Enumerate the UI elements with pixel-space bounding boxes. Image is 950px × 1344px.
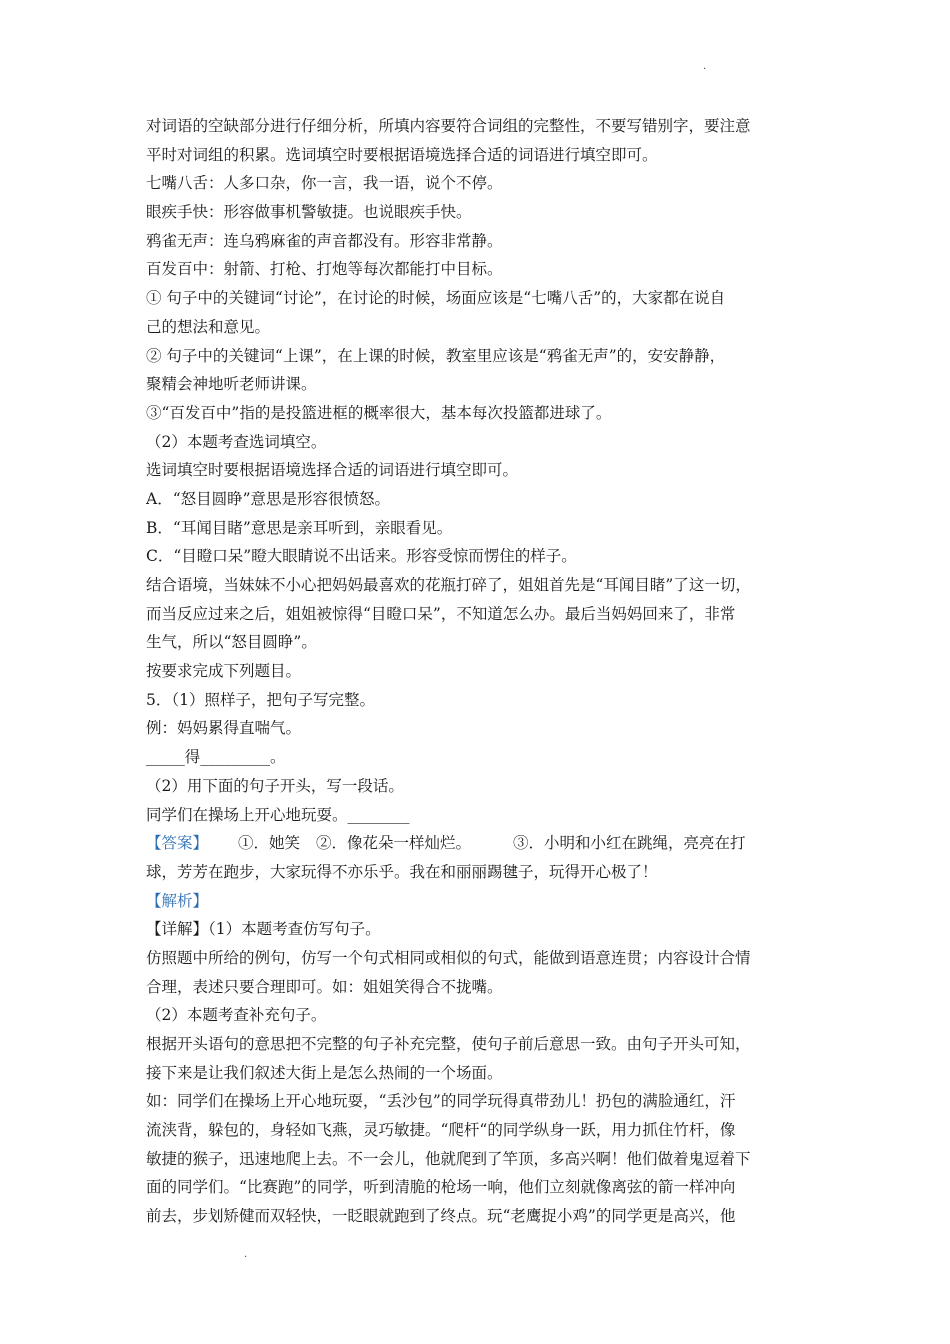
sub-question-2: （2）用下面的句子开头，写一段话。 xyxy=(146,776,404,795)
question-5: 5．（1）照样子，把句子写完整。 xyxy=(146,690,375,709)
text-line: 而当反应过来之后，姐姐被惊得“目瞪口呆”，不知道怎么办。最后当妈妈回来了，非常 xyxy=(146,604,736,623)
analysis-tag: 【解析】 xyxy=(146,891,209,910)
text-line: 己的想法和意见。 xyxy=(146,317,271,336)
option-c: C．“目瞪口呆”瞪大眼睛说不出话来。形容受惊而愣住的样子。 xyxy=(146,547,577,566)
detail-line xyxy=(146,915,810,944)
text-line: ② 句子中的关键词“上课”，在上课的时候，教室里应该是“鸦雀无声”的，安安静静， xyxy=(146,346,726,365)
answer-item-3: ③．小明和小红在跳绳，亮亮在打 xyxy=(513,834,746,853)
analysis-line: 合理，表述只要合理即可。如：姐姐笑得合不拢嘴。 xyxy=(146,977,503,996)
analysis-line: （2）本题考查补充句子。 xyxy=(146,1006,327,1025)
top-page-mark: . xyxy=(703,61,707,72)
section-heading: （2）本题考查选词填空。 xyxy=(146,432,327,451)
answer-line xyxy=(146,829,810,858)
answer-continuation: 球，芳芳在跑步，大家玩得不亦乐乎。我在和丽丽踢毽子，玩得开心极了！ xyxy=(146,862,658,881)
idiom-definition: 百发百中：射箭、打枪、打炮等每次都能打中目标。 xyxy=(146,260,503,279)
analysis-line: 如：同学们在操场上开心地玩耍，“丢沙包”的同学玩得真带劲儿！扔包的满脸通红，汗 xyxy=(146,1092,736,1111)
idiom-definition: 眼疾手快：形容做事机警敏捷。也说眼疾手快。 xyxy=(146,203,472,222)
analysis-line: 根据开头语句的意思把不完整的句子补充完整，使句子前后意思一致。由句子开头可知， xyxy=(146,1035,751,1053)
text-line: 结合语境，当妹妹不小心把妈妈最喜欢的花瓶打碎了，姐姐首先是“耳闻目睹”了这一切， xyxy=(146,576,751,594)
bottom-page-mark: . xyxy=(244,1249,248,1260)
analysis-line: 仿照题中所给的例句，仿写一个句式相同或相似的句式，能做到语意连贯；内容设计合情 xyxy=(146,948,751,967)
text-line: 平时对词组的积累。选词填空时要根据语境选择合适的词语进行填空即可。 xyxy=(146,145,658,164)
analysis-line: 流浃背，躲包的，身轻如飞燕，灵巧敏捷。“爬杆“的同学纵身一跃，用力抓住竹杆，像 xyxy=(146,1121,736,1140)
analysis-line: 前去，步划矫健而双轻快，一眨眼就跑到了终点。玩“老鹰捉小鸡”的同学更是高兴，他 xyxy=(146,1207,736,1226)
analysis-heading xyxy=(146,887,810,916)
text-line: ③“百发百中”指的是投篮进框的概率很大，基本每次投篮都进球了。 xyxy=(146,403,612,422)
document-body xyxy=(146,112,810,1231)
instruction: 按要求完成下列题目。 xyxy=(146,662,302,681)
example-sentence: 例：妈妈累得直喘气。 xyxy=(146,719,302,738)
idiom-definition: 鸦雀无声：连乌鸦麻雀的声音都没有。形容非常静。 xyxy=(146,231,503,250)
detail-text: （1）本题考查仿写句子。 xyxy=(208,920,381,939)
option-b: B．“耳闻目睹”意思是亲耳听到，亲眼看见。 xyxy=(146,518,453,537)
analysis-line: 接下来是让我们叙述大街上是怎么热闹的一个场面。 xyxy=(146,1063,503,1082)
text-line: ① 句子中的关键词“讨论”，在讨论的时候，场面应该是“七嘴八舌”的，大家都在说自 xyxy=(146,289,726,308)
answer-item-2: ②．像花朵一样灿烂。 xyxy=(316,834,472,853)
text-line: 选词填空时要根据语境选择合适的词语进行填空即可。 xyxy=(146,461,519,480)
answer-item-1: ①．她笑 xyxy=(238,834,301,853)
sentence-prompt: 同学们在操场上开心地玩耍。________ xyxy=(146,805,410,824)
detail-tag: 【详解】 xyxy=(146,920,209,939)
idiom-definition: 七嘴八舌：人多口杂，你一言，我一语，说个不停。 xyxy=(146,174,503,193)
analysis-line: 敏捷的猴子，迅速地爬上去。不一会儿，他就爬到了竿顶，多高兴啊！他们做着鬼逗着下 xyxy=(146,1149,751,1168)
option-a: A．“怒目圆睁”意思是形容很愤怒。 xyxy=(146,489,391,508)
text-line: 聚精会神地听老师讲课。 xyxy=(146,375,317,394)
text-line: 生气，所以“怒目圆睁”。 xyxy=(146,633,317,652)
text-line: 对词语的空缺部分进行仔细分析，所填内容要符合词组的完整性，不要写错别字，要注意 xyxy=(146,117,751,135)
fill-blank-line: _____得_________。 xyxy=(146,748,286,767)
answer-tag: 【答案】 xyxy=(146,834,209,853)
analysis-line: 面的同学们。“比赛跑”的同学，听到清脆的枪场一响，他们立刻就像离弦的箭一样冲向 xyxy=(146,1178,736,1197)
